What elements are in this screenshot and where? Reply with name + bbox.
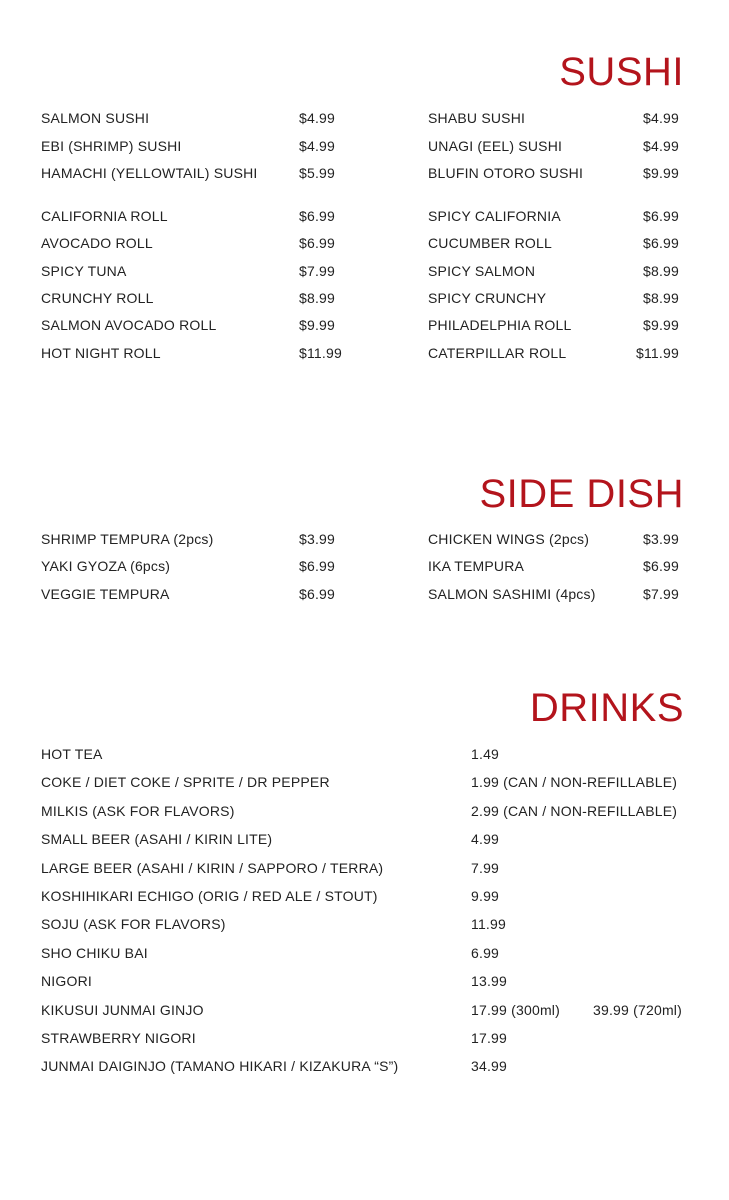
menu-item-name: AVOCADO ROLL	[41, 235, 153, 252]
sushi-title: SUSHI	[559, 50, 684, 94]
menu-item-name: SPICY CRUNCHY	[428, 289, 547, 306]
menu-item-price: $4.99	[643, 137, 680, 154]
menu-item-price: $4.99	[643, 110, 680, 126]
menu-item-price: $5.99	[299, 165, 336, 181]
menu-item-price: 2.99 (CAN / NON-REFILLABLE)	[471, 802, 678, 819]
menu-item-name: SHABU SUSHI	[428, 110, 526, 126]
menu-item-name: KIKUSUI JUNMAI GINJO	[41, 1001, 204, 1018]
menu-item-price: $9.99	[643, 317, 680, 334]
menu-item-name: CUCUMBER ROLL	[428, 235, 552, 252]
menu-item-price: $6.99	[299, 585, 336, 602]
menu-item-name: HOT NIGHT ROLL	[41, 344, 161, 361]
menu-item-name: IKA TEMPURA	[428, 558, 525, 575]
menu-item-price: $6.99	[299, 558, 336, 575]
menu-item-name: YAKI GYOZA (6pcs)	[41, 558, 171, 575]
menu-item-name: JUNMAI DAIGINJO (TAMANO HIKARI / KIZAKURA “S”)	[41, 1058, 399, 1075]
menu-item-name: CATERPILLAR ROLL	[428, 344, 567, 361]
menu-item-price: 1.49	[471, 746, 500, 762]
menu-item-name: NIGORI	[41, 973, 92, 990]
menu-item-price: $6.99	[643, 208, 680, 224]
menu-item-name: COKE / DIET COKE / SPRITE / DR PEPPER	[41, 774, 330, 791]
menu-item-name: SALMON SUSHI	[41, 110, 150, 126]
menu-item-price: $6.99	[643, 558, 680, 575]
menu-item-name: CRUNCHY ROLL	[41, 289, 154, 306]
menu-item-price: 11.99	[471, 916, 506, 933]
menu-item-name: SPICY CALIFORNIA	[428, 208, 561, 224]
menu-item-name: SPICY SALMON	[428, 262, 536, 279]
menu-item-name: SALMON SASHIMI (4pcs)	[428, 585, 596, 602]
menu-item-price: 13.99	[471, 973, 508, 990]
menu-item-name: CALIFORNIA ROLL	[41, 208, 168, 224]
menu-item-price: $6.99	[299, 208, 336, 224]
menu-item-name: LARGE BEER (ASAHI / KIRIN / SAPPORO / TERRA)	[41, 859, 384, 876]
menu-item-name: MILKIS (ASK FOR FLAVORS)	[41, 802, 235, 819]
menu-item-price: $7.99	[643, 585, 680, 602]
menu-item-price: $8.99	[643, 289, 680, 306]
menu-item-price: 7.99	[471, 859, 500, 876]
menu-item-price: $8.99	[643, 262, 680, 279]
menu-item-name: SHRIMP TEMPURA (2pcs)	[41, 531, 214, 547]
menu-item-name: BLUFIN OTORO SUSHI	[428, 165, 584, 181]
drinks-title: DRINKS	[529, 686, 684, 730]
menu-item-price: $3.99	[299, 531, 336, 547]
menu-item-price-large: 39.99 (720ml)	[593, 1001, 682, 1018]
menu-item-price: 17.99 (300ml)	[471, 1001, 560, 1018]
menu-item-price: $8.99	[299, 289, 336, 306]
menu-item-name: SALMON AVOCADO ROLL	[41, 317, 217, 334]
menu-item-price: $11.99	[299, 344, 342, 361]
menu-item-name: HAMACHI (YELLOWTAIL) SUSHI	[41, 165, 258, 181]
menu-item-name: STRAWBERRY NIGORI	[41, 1030, 196, 1046]
menu-item-price: $6.99	[299, 235, 336, 252]
menu-item-price: $6.99	[643, 235, 680, 252]
menu-item-name: SMALL BEER (ASAHI / KIRIN LITE)	[41, 831, 273, 848]
side-dish-title: SIDE DISH	[479, 472, 684, 516]
menu-item-name: SHO CHIKU BAI	[41, 944, 148, 961]
menu-item-name: CHICKEN WINGS (2pcs)	[428, 531, 590, 547]
menu-item-price: 17.99	[471, 1030, 508, 1046]
menu-item-name: EBI (SHRIMP) SUSHI	[41, 137, 182, 154]
menu-item-price: $9.99	[299, 317, 336, 334]
menu-item-price: $7.99	[299, 262, 336, 279]
menu-item-name: HOT TEA	[41, 746, 103, 762]
menu-item-name: KOSHIHIKARI ECHIGO (ORIG / RED ALE / STOUT)	[41, 888, 378, 904]
menu-item-price: $4.99	[299, 110, 336, 126]
menu-item-price: 4.99	[471, 831, 500, 848]
menu-item-price: $11.99	[636, 344, 679, 361]
menu-item-name: SPICY TUNA	[41, 262, 127, 279]
menu-item-price: $9.99	[643, 165, 680, 181]
menu-item-price: $3.99	[643, 531, 680, 547]
menu-item-price: 6.99	[471, 944, 500, 961]
menu-item-price: 9.99	[471, 888, 500, 904]
menu-item-price: $4.99	[299, 137, 336, 154]
menu-item-name: VEGGIE TEMPURA	[41, 585, 170, 602]
menu-item-name: SOJU (ASK FOR FLAVORS)	[41, 916, 226, 933]
menu-item-price: 1.99 (CAN / NON-REFILLABLE)	[471, 774, 678, 791]
menu-item-name: PHILADELPHIA ROLL	[428, 317, 572, 334]
menu-item-name: UNAGI (EEL) SUSHI	[428, 137, 563, 154]
menu-item-price: 34.99	[471, 1058, 508, 1075]
